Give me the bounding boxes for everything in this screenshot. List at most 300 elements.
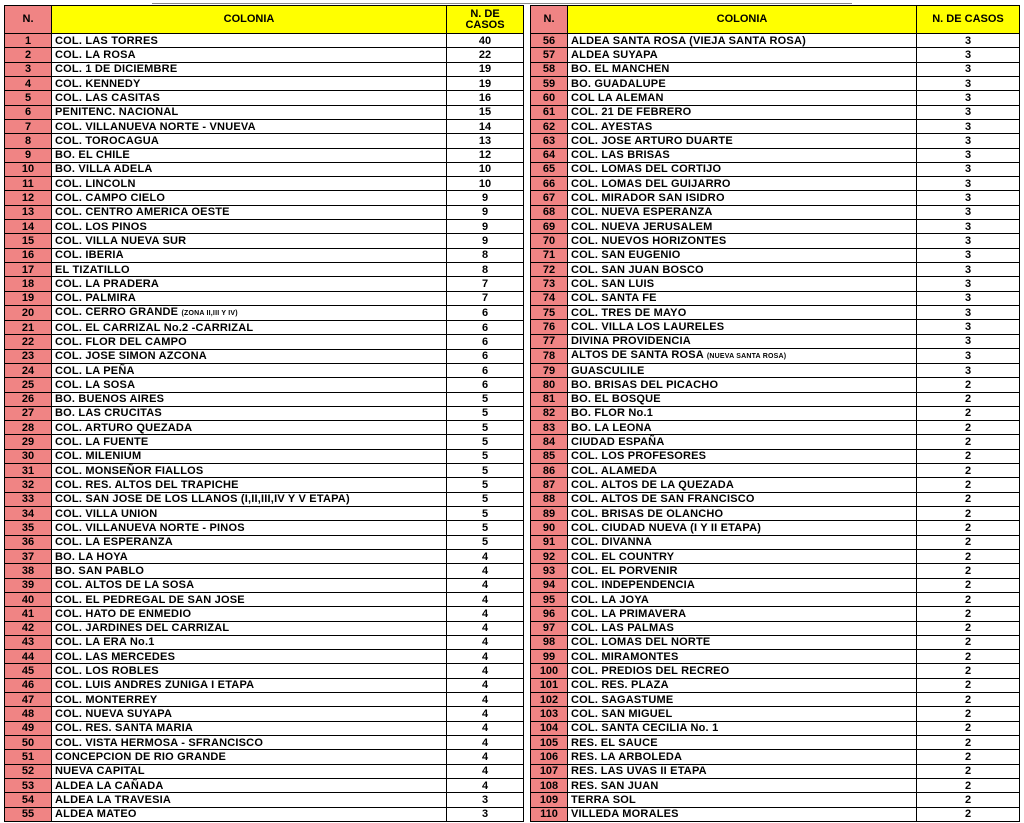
- row-number: 101: [531, 678, 568, 692]
- colonia-name: COL. HATO DE ENMEDIO: [55, 607, 192, 620]
- table-row: [5, 363, 524, 377]
- row-number: 85: [531, 449, 568, 463]
- casos-cell: 3: [917, 334, 1020, 348]
- table-row: [5, 464, 524, 478]
- casos-cell: 2: [917, 793, 1020, 807]
- casos-cell: 2: [917, 464, 1020, 478]
- row-number: 59: [531, 76, 568, 90]
- table-row: [5, 635, 524, 649]
- casos-cell: 40: [447, 34, 524, 48]
- table-row: [5, 764, 524, 778]
- casos-cell: 2: [917, 521, 1020, 535]
- colonia-name: COL. LOS ROBLES: [55, 665, 159, 678]
- casos-cell: 2: [917, 635, 1020, 649]
- row-number: 40: [5, 592, 52, 606]
- colonia-name: COL. ALTOS DE LA QUEZADA: [571, 479, 735, 492]
- table-row: [531, 378, 1020, 392]
- row-number: 98: [531, 635, 568, 649]
- casos-cell: 4: [447, 778, 524, 792]
- row-number: 107: [531, 764, 568, 778]
- row-number: 94: [531, 578, 568, 592]
- table-row: [5, 205, 524, 219]
- colonia-cell: [568, 421, 917, 435]
- table-row: [5, 693, 524, 707]
- colonia-name: COL. ALTOS DE LA SOSA: [55, 579, 195, 592]
- row-number: 25: [5, 378, 52, 392]
- colonia-name: COL. MILENIUM: [55, 450, 142, 463]
- colonia-cell: [52, 507, 447, 521]
- row-number: 45: [5, 664, 52, 678]
- colonia-name: COL. CERRO GRANDE: [55, 305, 179, 318]
- table-body-left: [5, 34, 524, 822]
- colonia-cell: [52, 535, 447, 549]
- row-number: 69: [531, 220, 568, 234]
- casos-cell: 3: [447, 807, 524, 821]
- colonia-name: COL. TRES DE MAYO: [571, 306, 687, 319]
- table-row: [531, 778, 1020, 792]
- table-row: [5, 162, 524, 176]
- colonia-cell: [52, 406, 447, 420]
- colonia-cell: [52, 521, 447, 535]
- row-number: 109: [531, 793, 568, 807]
- colonia-cell: [52, 793, 447, 807]
- colonia-name: COL. VILLANUEVA NORTE - PINOS: [55, 521, 245, 534]
- row-number: 31: [5, 464, 52, 478]
- colonia-name: COL. LA PRIMAVERA: [571, 607, 687, 620]
- colonia-cell: [568, 607, 917, 621]
- colonia-cell: [52, 148, 447, 162]
- top-border-line: [152, 0, 852, 4]
- colonia-name: RES. EL SAUCE: [571, 736, 658, 749]
- colonia-cell: [52, 48, 447, 62]
- colonia-cell: [52, 607, 447, 621]
- row-number: 62: [531, 119, 568, 133]
- table-row: [531, 435, 1020, 449]
- colonia-name: BO. EL BOSQUE: [571, 393, 661, 406]
- colonia-cell: [568, 220, 917, 234]
- casos-cell: 3: [917, 62, 1020, 76]
- colonia-cell: [52, 564, 447, 578]
- colonia-cell: [568, 549, 917, 563]
- row-number: 33: [5, 492, 52, 506]
- colonia-cell: [568, 48, 917, 62]
- casos-cell: 3: [917, 177, 1020, 191]
- table-row: [531, 764, 1020, 778]
- colonia-cell: [568, 793, 917, 807]
- table-row: [5, 750, 524, 764]
- table-row: [5, 177, 524, 191]
- colonia-name: COL. PALMIRA: [55, 292, 137, 305]
- casos-cell: 4: [447, 693, 524, 707]
- colonia-name: COL. NUEVA ESPERANZA: [571, 206, 713, 219]
- row-number: 10: [5, 162, 52, 176]
- table-row: [5, 607, 524, 621]
- row-number: 76: [531, 320, 568, 334]
- colonia-cell: [52, 177, 447, 191]
- table-row: [531, 76, 1020, 90]
- row-number: 47: [5, 693, 52, 707]
- row-number: 106: [531, 750, 568, 764]
- colonia-cell: [568, 721, 917, 735]
- colonia-cell: [52, 778, 447, 792]
- casos-cell: 5: [447, 507, 524, 521]
- colonia-cell: [568, 191, 917, 205]
- row-number: 60: [531, 91, 568, 105]
- casos-cell: 2: [917, 678, 1020, 692]
- colonia-name: COL. LOMAS DEL CORTIJO: [571, 163, 722, 176]
- table-row: [5, 778, 524, 792]
- casos-cell: 4: [447, 750, 524, 764]
- table-row: [531, 464, 1020, 478]
- colonia-name: COL. RES. SANTA MARIA: [55, 722, 194, 735]
- colonia-cell: [568, 707, 917, 721]
- table-row: [531, 348, 1020, 363]
- casos-cell: 2: [917, 664, 1020, 678]
- casos-cell: 4: [447, 650, 524, 664]
- colonia-cell: [52, 205, 447, 219]
- casos-cell: 3: [917, 105, 1020, 119]
- table-row: [531, 650, 1020, 664]
- table-row: [531, 119, 1020, 133]
- casos-cell: 2: [917, 736, 1020, 750]
- colonia-cell: [52, 191, 447, 205]
- colonia-cell: [568, 392, 917, 406]
- colonia-name: COL. PREDIOS DEL RECREO: [571, 665, 730, 678]
- table-row: [531, 478, 1020, 492]
- colonia-name: COL. SAGASTUME: [571, 693, 674, 706]
- colonia-cell: [568, 736, 917, 750]
- colonia-cell: [52, 248, 447, 262]
- colonia-name: BO. LAS CRUCITAS: [55, 407, 162, 420]
- header-casos: N. DE CASOS: [917, 6, 1020, 34]
- casos-cell: 3: [917, 363, 1020, 377]
- table-row: [5, 349, 524, 363]
- colonia-name: COL. SAN LUIS: [571, 277, 655, 290]
- table-row: [5, 721, 524, 735]
- row-number: 2: [5, 48, 52, 62]
- table-row: [5, 521, 524, 535]
- colonia-cell: [568, 764, 917, 778]
- casos-cell: 9: [447, 234, 524, 248]
- colonia-cell: [52, 392, 447, 406]
- table-row: [5, 48, 524, 62]
- casos-cell: 2: [917, 549, 1020, 563]
- casos-cell: 5: [447, 478, 524, 492]
- colonia-cell: [568, 693, 917, 707]
- row-number: 34: [5, 507, 52, 521]
- table-row: [531, 392, 1020, 406]
- row-number: 50: [5, 736, 52, 750]
- casos-cell: 3: [917, 48, 1020, 62]
- table-row: [5, 234, 524, 248]
- casos-cell: 3: [917, 191, 1020, 205]
- colonia-name: COL. LAS TORRES: [55, 34, 159, 47]
- casos-cell: 6: [447, 335, 524, 349]
- row-number: 68: [531, 205, 568, 219]
- casos-cell: 3: [917, 277, 1020, 291]
- colonia-cell: [52, 91, 447, 105]
- colonia-cell: [568, 205, 917, 219]
- table-row: [5, 392, 524, 406]
- casos-cell: 2: [917, 750, 1020, 764]
- row-number: 38: [5, 564, 52, 578]
- row-number: 73: [531, 277, 568, 291]
- colonia-name: PENITENC. NACIONAL: [55, 106, 179, 119]
- casos-cell: 5: [447, 492, 524, 506]
- colonia-name: BO. LA LEONA: [571, 421, 652, 434]
- table-row: [531, 177, 1020, 191]
- colonia-name: COL. LOS PINOS: [55, 220, 148, 233]
- colonia-name: BO. EL CHILE: [55, 149, 130, 162]
- row-number: 7: [5, 119, 52, 133]
- colonia-cell: [568, 91, 917, 105]
- colonia-cell: [52, 378, 447, 392]
- casos-cell: 3: [917, 234, 1020, 248]
- casos-cell: 5: [447, 521, 524, 535]
- colonia-cell: [568, 119, 917, 133]
- casos-cell: 3: [917, 76, 1020, 90]
- row-number: 97: [531, 621, 568, 635]
- colonia-name: COL. LOS PROFESORES: [571, 450, 707, 463]
- colonia-cell: [52, 162, 447, 176]
- row-number: 103: [531, 707, 568, 721]
- colonia-cell: [52, 76, 447, 90]
- table-row: [5, 378, 524, 392]
- table-row: [5, 119, 524, 133]
- row-number: 8: [5, 134, 52, 148]
- colonia-cell: [52, 664, 447, 678]
- casos-cell: 5: [447, 535, 524, 549]
- colonia-name: COL. LA SOSA: [55, 378, 136, 391]
- colonia-name: COL. EL PEDREGAL DE SAN JOSE: [55, 593, 245, 606]
- colonia-cell: [52, 119, 447, 133]
- colonia-cell: [52, 305, 447, 320]
- table-row: [531, 234, 1020, 248]
- table-row: [5, 220, 524, 234]
- casos-cell: 9: [447, 205, 524, 219]
- colonia-cell: [52, 320, 447, 334]
- colonia-name: COL LA ALEMAN: [571, 91, 664, 104]
- colonia-name: BO. BRISAS DEL PICACHO: [571, 378, 719, 391]
- colonia-name: COL. VILLANUEVA NORTE - VNUEVA: [55, 120, 256, 133]
- casos-cell: 8: [447, 263, 524, 277]
- colonia-name: COL. INDEPENDENCIA: [571, 579, 695, 592]
- table-row: [531, 521, 1020, 535]
- casos-cell: 19: [447, 76, 524, 90]
- colonia-cell: [568, 348, 917, 363]
- row-number: 84: [531, 435, 568, 449]
- casos-cell: 3: [917, 291, 1020, 305]
- row-number: 22: [5, 335, 52, 349]
- row-number: 15: [5, 234, 52, 248]
- casos-cell: 2: [917, 778, 1020, 792]
- casos-cell: 2: [917, 492, 1020, 506]
- row-number: 95: [531, 592, 568, 606]
- colonia-name: COL. CAMPO CIELO: [55, 192, 166, 205]
- row-number: 49: [5, 721, 52, 735]
- table-row: [5, 421, 524, 435]
- colonia-cell: [52, 234, 447, 248]
- table-row: [531, 191, 1020, 205]
- colonia-name: COL. JOSE SIMON AZCONA: [55, 350, 207, 363]
- table-row: [5, 34, 524, 48]
- table-row: [531, 607, 1020, 621]
- casos-cell: 4: [447, 549, 524, 563]
- table-row: [531, 750, 1020, 764]
- colonia-name: COL. ALTOS DE SAN FRANCISCO: [571, 493, 755, 506]
- colonia-name: COL. FLOR DEL CAMPO: [55, 335, 187, 348]
- row-number: 27: [5, 406, 52, 420]
- colonia-name: COL. LOMAS DEL GUIJARRO: [571, 177, 731, 190]
- casos-cell: 3: [917, 220, 1020, 234]
- colonia-cell: [568, 248, 917, 262]
- colonia-cell: [52, 721, 447, 735]
- row-number: 102: [531, 693, 568, 707]
- casos-cell: 3: [917, 205, 1020, 219]
- table-row: [531, 248, 1020, 262]
- table-row: [531, 220, 1020, 234]
- table-row: [531, 291, 1020, 305]
- table-header-row: [531, 6, 1020, 34]
- colonia-name: COL. MIRAMONTES: [571, 650, 679, 663]
- colonia-name: COL. VILLA LOS LAURELES: [571, 320, 725, 333]
- row-number: 30: [5, 449, 52, 463]
- row-number: 61: [531, 105, 568, 119]
- table-row: [531, 492, 1020, 506]
- table-row: [531, 62, 1020, 76]
- row-number: 32: [5, 478, 52, 492]
- table-row: [5, 736, 524, 750]
- casos-cell: 3: [917, 134, 1020, 148]
- casos-cell: 10: [447, 177, 524, 191]
- colonia-name: COL. LAS CASITAS: [55, 91, 161, 104]
- row-number: 91: [531, 535, 568, 549]
- colonia-name: ALDEA LA CAÑADA: [55, 779, 164, 792]
- casos-cell: 3: [917, 248, 1020, 262]
- row-number: 79: [531, 363, 568, 377]
- casos-cell: 12: [447, 148, 524, 162]
- casos-cell: 2: [917, 721, 1020, 735]
- colonia-name: COL. EL PORVENIR: [571, 564, 678, 577]
- table-row: [531, 263, 1020, 277]
- colonia-cell: [568, 435, 917, 449]
- casos-cell: 2: [917, 650, 1020, 664]
- table-row: [531, 793, 1020, 807]
- colonia-cell: [568, 263, 917, 277]
- table-row: [531, 34, 1020, 48]
- colonia-cell: [52, 650, 447, 664]
- colonia-name: BO. GUADALUPE: [571, 77, 666, 90]
- casos-cell: 5: [447, 392, 524, 406]
- colonia-cell: [568, 320, 917, 334]
- table-row: [531, 664, 1020, 678]
- table-row: [531, 507, 1020, 521]
- colonia-name: ALDEA SUYAPA: [571, 48, 658, 61]
- casos-cell: 3: [917, 348, 1020, 363]
- colonia-cell: [52, 134, 447, 148]
- colonia-name: COL. RES. ALTOS DEL TRAPICHE: [55, 479, 239, 492]
- casos-cell: 16: [447, 91, 524, 105]
- colonia-cell: [52, 592, 447, 606]
- table-row: [531, 91, 1020, 105]
- colonia-name: COL. LA JOYA: [571, 593, 649, 606]
- table-row: [5, 578, 524, 592]
- row-number: 67: [531, 191, 568, 205]
- colonia-name: BO. VILLA ADELA: [55, 163, 153, 176]
- colonia-name: BO. FLOR No.1: [571, 407, 654, 420]
- row-number: 14: [5, 220, 52, 234]
- colonia-name: COL. LAS BRISAS: [571, 149, 670, 162]
- casos-cell: 4: [447, 621, 524, 635]
- row-number: 20: [5, 305, 52, 320]
- colonia-cell: [568, 578, 917, 592]
- casos-cell: 2: [917, 764, 1020, 778]
- colonia-cell: [52, 764, 447, 778]
- table-row: [531, 635, 1020, 649]
- row-number: 24: [5, 363, 52, 377]
- row-number: 5: [5, 91, 52, 105]
- colonia-name: COL. DIVANNA: [571, 536, 653, 549]
- colonia-name: COL. LA PEÑA: [55, 364, 135, 377]
- row-number: 35: [5, 521, 52, 535]
- colonia-cell: [568, 62, 917, 76]
- row-number: 58: [531, 62, 568, 76]
- colonia-name: CONCEPCION DE RIO GRANDE: [55, 750, 227, 763]
- colonia-cell: [568, 592, 917, 606]
- colonia-name: COL. NUEVA JERUSALEM: [571, 220, 713, 233]
- casos-cell: 10: [447, 162, 524, 176]
- colonia-note: (ZONA II,III Y IV): [181, 309, 238, 317]
- row-number: 12: [5, 191, 52, 205]
- row-number: 41: [5, 607, 52, 621]
- casos-cell: 5: [447, 449, 524, 463]
- table-row: [531, 134, 1020, 148]
- table-row: [531, 320, 1020, 334]
- colonia-name: COL. LAS MERCEDES: [55, 650, 176, 663]
- header-number: N.: [5, 6, 52, 34]
- table-row: [531, 305, 1020, 319]
- table-row: [531, 148, 1020, 162]
- colonia-name: RES. LAS UVAS II ETAPA: [571, 765, 707, 778]
- casos-cell: 6: [447, 320, 524, 334]
- casos-cell: 5: [447, 464, 524, 478]
- row-number: 71: [531, 248, 568, 262]
- colonia-cell: [568, 177, 917, 191]
- row-number: 29: [5, 435, 52, 449]
- casos-cell: 4: [447, 764, 524, 778]
- colonia-name: COL. MONSEÑOR FIALLOS: [55, 464, 204, 477]
- casos-cell: 13: [447, 134, 524, 148]
- colonia-name: ALDEA LA TRAVESIA: [55, 793, 172, 806]
- table-row: [531, 162, 1020, 176]
- colonia-cell: [52, 578, 447, 592]
- row-number: 53: [5, 778, 52, 792]
- table-row: [531, 205, 1020, 219]
- table-row: [5, 549, 524, 563]
- table-row: [531, 592, 1020, 606]
- colonia-name: RES. SAN JUAN: [571, 779, 659, 792]
- colonia-name: BO. LA HOYA: [55, 550, 128, 563]
- table-row: [5, 492, 524, 506]
- casos-cell: 4: [447, 736, 524, 750]
- row-number: 18: [5, 277, 52, 291]
- cases-table-right: [530, 5, 1020, 822]
- table-row: [5, 678, 524, 692]
- row-number: 26: [5, 392, 52, 406]
- colonia-name: COL. MONTERREY: [55, 693, 158, 706]
- row-number: 16: [5, 248, 52, 262]
- colonia-cell: [52, 678, 447, 692]
